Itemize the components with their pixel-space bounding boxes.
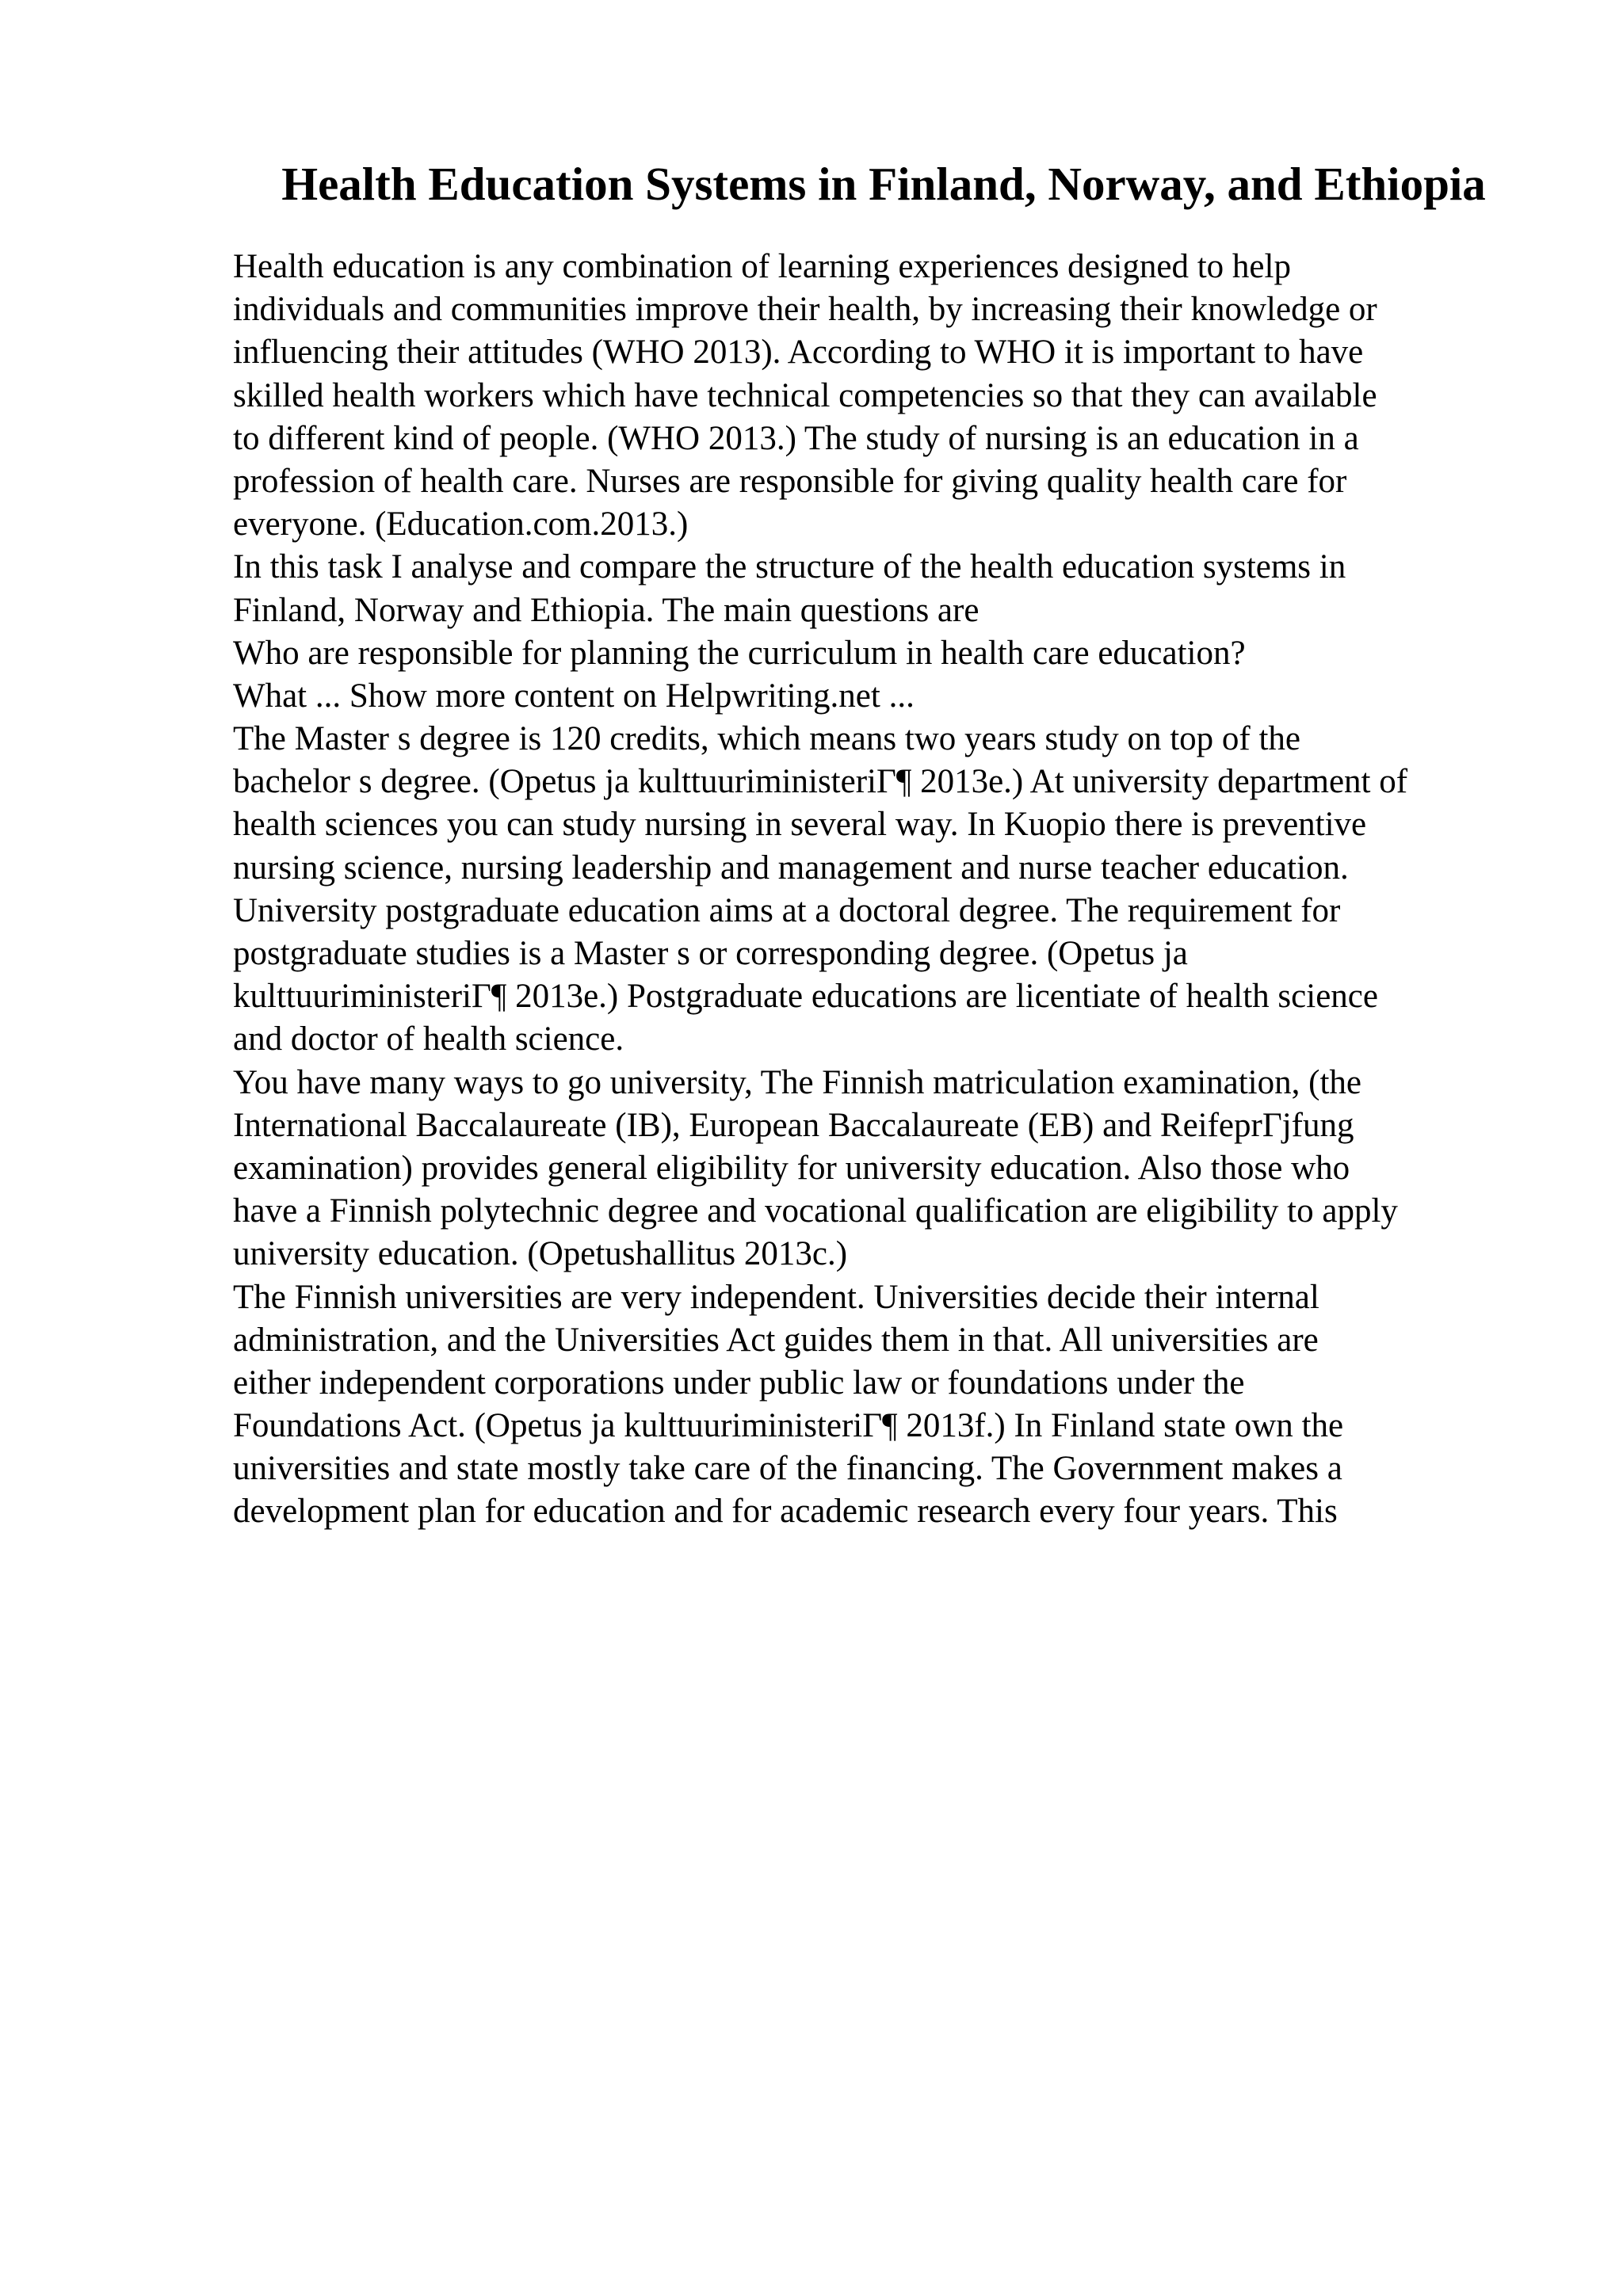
body-line: postgraduate studies is a Master s or corresponding degree. (Opetus ja bbox=[233, 935, 1188, 972]
document-body bbox=[233, 246, 1580, 1534]
body-line: International Baccalaureate (IB), European Baccalaureate (EB) and ReifeprГјfung bbox=[233, 1106, 1354, 1144]
body-line: kulttuuriministeriГ¶ 2013e.) Postgraduate educations are licentiate of health science bbox=[233, 978, 1378, 1016]
body-line: administration, and the Universities Act guides them in that. All universities are bbox=[233, 1321, 1319, 1359]
body-line: examination) provides general eligibility for university education. Also those who bbox=[233, 1149, 1350, 1187]
body-line: University postgraduate education aims at a doctoral degree. The requirement for bbox=[233, 891, 1341, 929]
body-line: university education. (Opetushallitus 2013c.) bbox=[233, 1235, 848, 1273]
body-line: nursing science, nursing leadership and management and nurse teacher education. bbox=[233, 849, 1349, 887]
document-title: Health Education Systems in Finland, Norway, and Ethiopia bbox=[281, 158, 1486, 210]
body-line: Who are responsible for planning the curriculum in health care education? bbox=[233, 634, 1246, 672]
body-line: influencing their attitudes (WHO 2013). According to WHO it is important to have bbox=[233, 334, 1364, 372]
body-line: Health education is any combination of learning experiences designed to help bbox=[233, 248, 1291, 285]
body-line: You have many ways to go university, The Finnish matriculation examination, (the bbox=[233, 1063, 1361, 1101]
body-line: to different kind of people. (WHO 2013.) The study of nursing is an education in a bbox=[233, 419, 1359, 457]
body-line: The Master s degree is 120 credits, which means two years study on top of the bbox=[233, 720, 1301, 758]
body-line: individuals and communities improve their health, by increasing their knowledge or bbox=[233, 291, 1377, 329]
body-line: universities and state mostly take care of the financing. The Government makes a bbox=[233, 1450, 1342, 1488]
body-line: health sciences you can study nursing in several way. In Kuopio there is preventive bbox=[233, 806, 1367, 844]
body-line: profession of health care. Nurses are responsible for giving quality health care for bbox=[233, 462, 1347, 500]
body-line: bachelor s degree. (Opetus ja kulttuuriministeriГ¶ 2013e.) At university department of bbox=[233, 763, 1408, 801]
body-line: development plan for education and for academic research every four years. This bbox=[233, 1493, 1338, 1531]
body-line: Finland, Norway and Ethiopia. The main questions are bbox=[233, 591, 980, 629]
body-line: either independent corporations under public law or foundations under the bbox=[233, 1363, 1245, 1402]
body-line: The Finnish universities are very independent. Universities decide their internal bbox=[233, 1278, 1319, 1316]
body-line: Foundations Act. (Opetus ja kulttuuriministeriГ¶ 2013f.) In Finland state own the bbox=[233, 1407, 1344, 1445]
body-line: In this task I analyse and compare the structure of the health education systems in bbox=[233, 548, 1346, 586]
body-line: have a Finnish polytechnic degree and vocational qualification are eligibility to apply bbox=[233, 1192, 1398, 1230]
body-line: and doctor of health science. bbox=[233, 1020, 624, 1058]
body-line: skilled health workers which have technical competencies so that they can available bbox=[233, 376, 1377, 414]
body-line: everyone. (Education.com.2013.) bbox=[233, 505, 689, 543]
show-more-line: What ... Show more content on Helpwriting.net ... bbox=[233, 677, 915, 715]
